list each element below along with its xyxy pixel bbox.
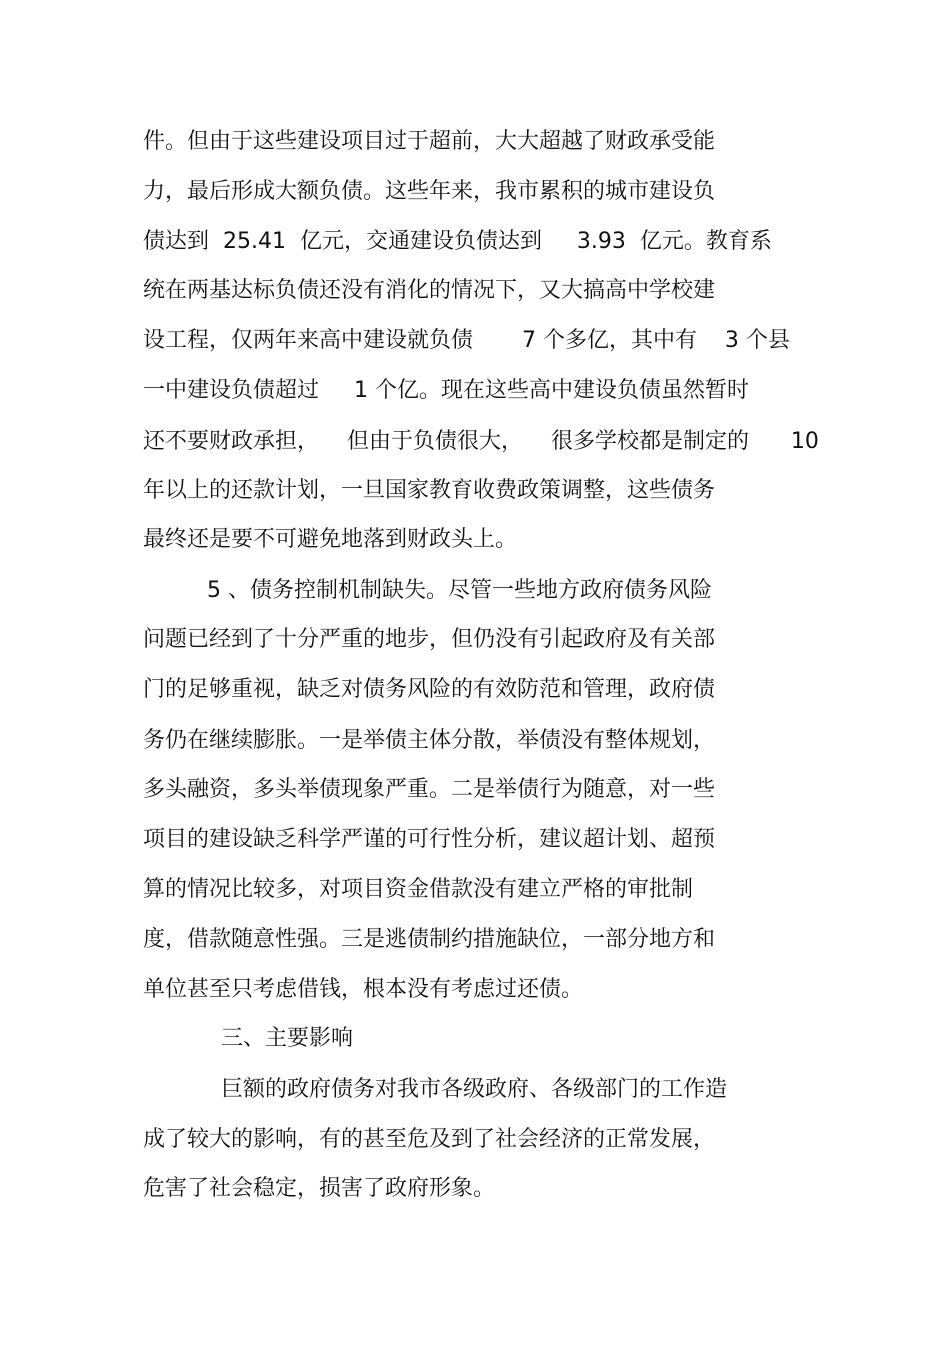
text-line-3: 债达到 25.41 亿元，交通建设负债达到 3.93 亿元。教育系 [143, 229, 772, 254]
text-line-22: 危害了社会稳定，损害了政府形象。 [143, 1176, 496, 1201]
text-line-5: 设工程，仅两年来高中建设就负债 7 个多亿，其中有 3 个县 [143, 328, 790, 353]
text-line-4: 统在两基达标负债还没有消化的情况下，又大搞高中学校建 [143, 278, 716, 303]
text-line-16: 算的情况比较多，对项目资金借款没有建立严格的审批制 [143, 877, 694, 902]
text-line-15: 项目的建设缺乏科学严谨的可行性分析，建议超计划、超预 [143, 827, 716, 852]
text-line-6: 一中建设负债超过 1 个亿。现在这些高中建设负债虽然暂时 [143, 378, 749, 403]
text-line-17: 度，借款随意性强。三是逃债制约措施缺位，一部分地方和 [143, 927, 716, 952]
text-line-11: 问题已经到了十分严重的地步，但仍没有引起政府及有关部 [143, 627, 716, 652]
text-line-13: 务仍在继续膨胀。一是举债主体分散，举债没有整体规划， [143, 728, 716, 753]
text-line-9: 最终还是要不可避免地落到财政头上。 [143, 527, 518, 552]
text-line-10: 5 、债务控制机制缺失。尽管一些地方政府债务风险 [207, 578, 712, 603]
text-line-20: 巨额的政府债务对我市各级政府、各级部门的工作造 [221, 1077, 728, 1102]
text-line-8: 年以上的还款计划，一旦国家教育收费政策调整，这些债务 [143, 478, 716, 503]
text-line-18: 单位甚至只考虑借钱，根本没有考虑过还债。 [143, 977, 584, 1002]
text-line-14: 多头融资，多头举债现象严重。二是举债行为随意，对一些 [143, 777, 716, 802]
text-line-1: 件。但由于这些建设项目过于超前，大大超越了财政承受能 [143, 129, 716, 154]
text-line-12: 门的足够重视，缺乏对债务风险的有效防范和管理，政府债 [143, 677, 716, 702]
text-line-2: 力，最后形成大额负债。这些年来，我市累积的城市建设负 [143, 179, 716, 204]
text-line-7: 还不要财政承担， 但由于负债很大， 很多学校都是制定的 10 [143, 429, 819, 454]
section-heading: 三、主要影响 [221, 1026, 354, 1051]
text-line-21: 成了较大的影响，有的甚至危及到了社会经济的正常发展， [143, 1127, 716, 1152]
